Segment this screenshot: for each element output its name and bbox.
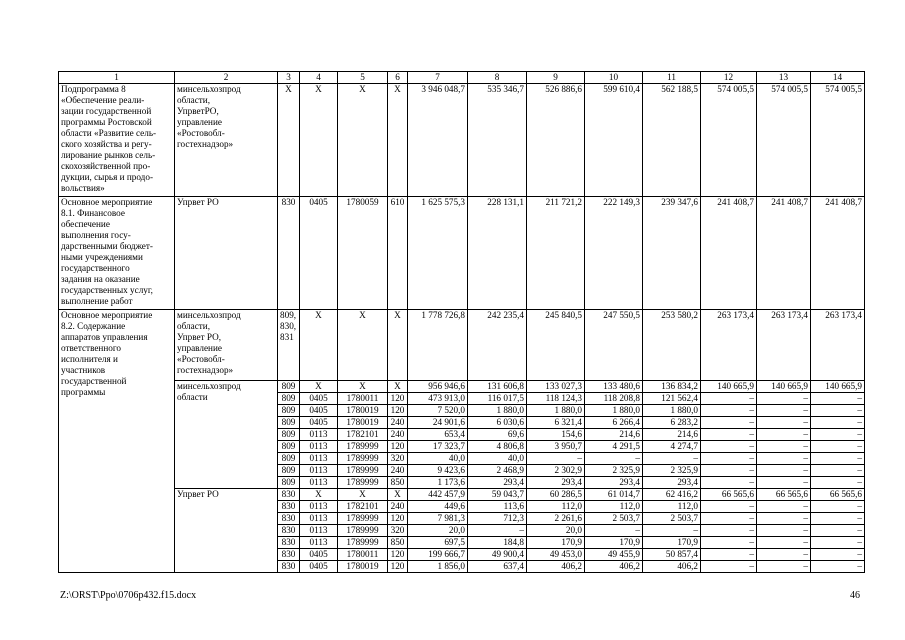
- table-cell: –: [811, 465, 865, 477]
- table-cell: –: [811, 537, 865, 549]
- table-cell: 2 468,9: [468, 465, 527, 477]
- table-cell: Х: [388, 489, 408, 501]
- table-cell: 121 562,4: [643, 393, 701, 405]
- table-cell: 2 503,7: [585, 513, 643, 525]
- table-cell: 0113: [300, 525, 338, 537]
- column-header: 12: [701, 72, 757, 84]
- table-cell: 228 131,1: [468, 197, 527, 310]
- table-cell: 20,0: [527, 525, 585, 537]
- table-cell: 830: [278, 489, 300, 501]
- table-cell: 293,4: [585, 477, 643, 489]
- column-header: 2: [175, 72, 278, 84]
- table-cell: 2 325,9: [643, 465, 701, 477]
- table-cell: –: [701, 465, 757, 477]
- table-cell: 2 261,6: [527, 513, 585, 525]
- table-cell: 59 043,7: [468, 489, 527, 501]
- table-cell: 7 520,0: [408, 405, 468, 417]
- table-cell: 809: [278, 477, 300, 489]
- table-cell: 406,2: [585, 561, 643, 573]
- table-cell: –: [757, 417, 811, 429]
- table-cell: 1 173,6: [408, 477, 468, 489]
- column-header: 1: [59, 72, 175, 84]
- table-cell: 240: [388, 465, 408, 477]
- table-cell: 66 565,6: [811, 489, 865, 501]
- table-cell: 24 901,6: [408, 417, 468, 429]
- table-cell: 0405: [300, 417, 338, 429]
- table-cell: 653,4: [408, 429, 468, 441]
- table-cell: –: [757, 513, 811, 525]
- table-cell: 320: [388, 453, 408, 465]
- table-cell: 0405: [300, 549, 338, 561]
- table-cell: 6 266,4: [585, 417, 643, 429]
- table-cell: 1780059: [338, 197, 388, 310]
- table-cell: 120: [388, 549, 408, 561]
- table-cell: 1 880,0: [643, 405, 701, 417]
- table-cell: Х: [388, 84, 408, 197]
- table-cell: 0113: [300, 501, 338, 513]
- table-cell: 2 503,7: [643, 513, 701, 525]
- table-cell: 406,2: [643, 561, 701, 573]
- table-cell: –: [701, 417, 757, 429]
- table-cell: –: [643, 525, 701, 537]
- table-cell: 49 900,4: [468, 549, 527, 561]
- table-cell: Х: [338, 381, 388, 393]
- table-cell: 131 606,8: [468, 381, 527, 393]
- table-cell: 809: [278, 429, 300, 441]
- table-cell: 0113: [300, 513, 338, 525]
- table-cell: 199 666,7: [408, 549, 468, 561]
- table-cell: –: [757, 453, 811, 465]
- table-cell: 0113: [300, 429, 338, 441]
- table-cell: –: [811, 417, 865, 429]
- table-cell: –: [701, 477, 757, 489]
- table-cell: 293,4: [643, 477, 701, 489]
- table-cell: 0405: [300, 197, 338, 310]
- table-cell: 50 857,4: [643, 549, 701, 561]
- table-cell: 293,4: [468, 477, 527, 489]
- table-cell: –: [811, 501, 865, 513]
- table-cell: 263 173,4: [811, 310, 865, 381]
- executor: Упрвет РО: [175, 197, 278, 310]
- table-cell: 830: [278, 197, 300, 310]
- table-cell: 1780011: [338, 393, 388, 405]
- table-cell: 850: [388, 537, 408, 549]
- column-header: 3: [278, 72, 300, 84]
- table-cell: 253 580,2: [643, 310, 701, 381]
- program-name: Подпрограмма 8 «Обеспечение реали- зации государственной программы Ростовской области «Развитие сель- ского хозяйства и регу- лирование рынков сель- скохозяйственной про- дукции, сырья и продо- вольствия»: [59, 84, 175, 197]
- table-cell: 830: [278, 501, 300, 513]
- table-cell: 1780011: [338, 549, 388, 561]
- table-cell: 830: [278, 561, 300, 573]
- table-cell: 1 880,0: [527, 405, 585, 417]
- header-row: [59, 72, 865, 84]
- table-cell: 599 610,4: [585, 84, 643, 197]
- table-cell: 4 291,5: [585, 441, 643, 453]
- table-cell: 118 208,8: [585, 393, 643, 405]
- table-cell: 809: [278, 417, 300, 429]
- table-cell: 20,0: [408, 525, 468, 537]
- table-cell: 637,4: [468, 561, 527, 573]
- table-row: [59, 310, 865, 381]
- table-cell: –: [757, 525, 811, 537]
- table-cell: 263 173,4: [757, 310, 811, 381]
- executor: минсельхозпрод области: [175, 381, 278, 489]
- table-cell: 4 274,7: [643, 441, 701, 453]
- table-cell: 1789999: [338, 537, 388, 549]
- table-cell: –: [701, 561, 757, 573]
- table-cell: –: [757, 537, 811, 549]
- table-cell: 1782101: [338, 429, 388, 441]
- table-cell: 1782101: [338, 501, 388, 513]
- column-header: 9: [527, 72, 585, 84]
- column-header: 10: [585, 72, 643, 84]
- table-cell: 0405: [300, 405, 338, 417]
- table-cell: 49 455,9: [585, 549, 643, 561]
- page-number: 46: [850, 590, 860, 601]
- table-cell: –: [701, 549, 757, 561]
- table-cell: 263 173,4: [701, 310, 757, 381]
- table-cell: 442 457,9: [408, 489, 468, 501]
- table-cell: 222 149,3: [585, 197, 643, 310]
- table-cell: Х: [388, 381, 408, 393]
- table-cell: 40,0: [408, 453, 468, 465]
- table-cell: 1 880,0: [585, 405, 643, 417]
- table-cell: 0113: [300, 465, 338, 477]
- table-cell: 6 030,6: [468, 417, 527, 429]
- table-cell: 830: [278, 513, 300, 525]
- table-cell: 830: [278, 525, 300, 537]
- table-cell: 0113: [300, 537, 338, 549]
- table-cell: –: [811, 441, 865, 453]
- table-cell: 60 286,5: [527, 489, 585, 501]
- table-cell: –: [701, 525, 757, 537]
- table-cell: 850: [388, 477, 408, 489]
- table-cell: Х: [300, 310, 338, 381]
- table-cell: –: [527, 453, 585, 465]
- table-cell: 1780019: [338, 417, 388, 429]
- table-cell: 113,6: [468, 501, 527, 513]
- table-cell: 526 886,6: [527, 84, 585, 197]
- table-cell: 211 721,2: [527, 197, 585, 310]
- table-cell: –: [701, 441, 757, 453]
- table-cell: 1 625 575,3: [408, 197, 468, 310]
- table-cell: 809: [278, 381, 300, 393]
- table-cell: 120: [388, 561, 408, 573]
- table-cell: –: [811, 393, 865, 405]
- footer-file-path: Z:\ORST\Ppo\0706p432.f15.docx: [60, 590, 197, 601]
- table-cell: 1 880,0: [468, 405, 527, 417]
- table-cell: –: [811, 549, 865, 561]
- table-cell: 170,9: [527, 537, 585, 549]
- table-cell: 17 323,7: [408, 441, 468, 453]
- table-cell: 239 347,6: [643, 197, 701, 310]
- table-cell: 240: [388, 429, 408, 441]
- table-cell: Х: [300, 489, 338, 501]
- table-cell: 535 346,7: [468, 84, 527, 197]
- table-cell: 245 840,5: [527, 310, 585, 381]
- table-cell: 1780019: [338, 561, 388, 573]
- table-cell: 3 946 048,7: [408, 84, 468, 197]
- table-cell: Х: [338, 84, 388, 197]
- table-cell: –: [757, 501, 811, 513]
- table-row: [59, 381, 865, 393]
- table-cell: –: [811, 429, 865, 441]
- program-name: Основное мероприятие 8.2. Содержание аппаратов управления ответственного исполнителя и участников государственной программы: [59, 310, 175, 573]
- table-cell: –: [757, 549, 811, 561]
- table-cell: 120: [388, 405, 408, 417]
- table-cell: 69,6: [468, 429, 527, 441]
- table-cell: 2 302,9: [527, 465, 585, 477]
- table-cell: 562 188,5: [643, 84, 701, 197]
- table-cell: 0405: [300, 561, 338, 573]
- table-cell: 0113: [300, 453, 338, 465]
- table-cell: 809: [278, 393, 300, 405]
- table-cell: 240: [388, 501, 408, 513]
- table-cell: Х: [338, 310, 388, 381]
- table-cell: –: [811, 453, 865, 465]
- table-cell: –: [643, 453, 701, 465]
- table-cell: 140 665,9: [701, 381, 757, 393]
- table-cell: 956 946,6: [408, 381, 468, 393]
- table-cell: 1789999: [338, 525, 388, 537]
- table-cell: 574 005,5: [811, 84, 865, 197]
- table-cell: 809: [278, 453, 300, 465]
- table-cell: –: [757, 429, 811, 441]
- table-cell: 697,5: [408, 537, 468, 549]
- table-cell: 241 408,7: [757, 197, 811, 310]
- table-cell: 809: [278, 405, 300, 417]
- table-cell: 140 665,9: [757, 381, 811, 393]
- table-cell: 610: [388, 197, 408, 310]
- table-cell: 133 480,6: [585, 381, 643, 393]
- table-cell: 2 325,9: [585, 465, 643, 477]
- table-cell: 320: [388, 525, 408, 537]
- table-cell: 0405: [300, 393, 338, 405]
- table-cell: –: [811, 477, 865, 489]
- table-cell: 1780019: [338, 405, 388, 417]
- table-cell: 214,6: [585, 429, 643, 441]
- program-name: Основное мероприятие 8.1. Финансовое обеспечение выполнения госу- дарственными бюджет- ными учреждениями государственного задания на оказание государственных услуг, выполнение работ: [59, 197, 175, 310]
- table-cell: 1 856,0: [408, 561, 468, 573]
- table-cell: 214,6: [643, 429, 701, 441]
- table-cell: Х: [300, 84, 338, 197]
- column-header: 5: [338, 72, 388, 84]
- table-cell: 574 005,5: [757, 84, 811, 197]
- table-cell: 140 665,9: [811, 381, 865, 393]
- table-cell: –: [757, 441, 811, 453]
- table-cell: 120: [388, 441, 408, 453]
- column-header: 6: [388, 72, 408, 84]
- table-cell: 830: [278, 549, 300, 561]
- table-cell: 170,9: [643, 537, 701, 549]
- table-cell: 116 017,5: [468, 393, 527, 405]
- table-row: [59, 197, 865, 310]
- table-cell: 40,0: [468, 453, 527, 465]
- table-cell: –: [811, 405, 865, 417]
- table-cell: 61 014,7: [585, 489, 643, 501]
- table-cell: –: [757, 465, 811, 477]
- table-cell: 170,9: [585, 537, 643, 549]
- table-cell: 241 408,7: [701, 197, 757, 310]
- table-cell: –: [811, 525, 865, 537]
- table-cell: –: [701, 453, 757, 465]
- table-cell: 809: [278, 441, 300, 453]
- column-header: 14: [811, 72, 865, 84]
- table-cell: 6 283,2: [643, 417, 701, 429]
- table-cell: 473 913,0: [408, 393, 468, 405]
- column-header: 8: [468, 72, 527, 84]
- column-header: 4: [300, 72, 338, 84]
- table-cell: –: [757, 393, 811, 405]
- table-cell: Х: [300, 381, 338, 393]
- table-cell: 62 416,2: [643, 489, 701, 501]
- table-cell: 118 124,3: [527, 393, 585, 405]
- column-header: 13: [757, 72, 811, 84]
- table-cell: 1789999: [338, 453, 388, 465]
- table-cell: 112,0: [527, 501, 585, 513]
- table-cell: 49 453,0: [527, 549, 585, 561]
- table-cell: 0113: [300, 477, 338, 489]
- table-cell: 66 565,6: [757, 489, 811, 501]
- table-cell: –: [701, 405, 757, 417]
- table-cell: 241 408,7: [811, 197, 865, 310]
- table-cell: 154,6: [527, 429, 585, 441]
- table-cell: 242 235,4: [468, 310, 527, 381]
- table-cell: –: [757, 477, 811, 489]
- table-cell: –: [757, 561, 811, 573]
- table-cell: –: [811, 561, 865, 573]
- table-cell: 1789999: [338, 465, 388, 477]
- table-cell: 136 834,2: [643, 381, 701, 393]
- table-cell: –: [811, 513, 865, 525]
- executor: минсельхозпрод области, Упрвет РО, управление «Ростовобл- гостехнадзор»: [175, 310, 278, 381]
- executor: Упрвет РО: [175, 489, 278, 573]
- table-row: [59, 489, 865, 501]
- table-cell: 449,6: [408, 501, 468, 513]
- table-cell: 240: [388, 417, 408, 429]
- table-cell: –: [468, 525, 527, 537]
- table-cell: 247 550,5: [585, 310, 643, 381]
- table-cell: 120: [388, 393, 408, 405]
- table-cell: –: [701, 429, 757, 441]
- table-row: [59, 84, 865, 197]
- table-cell: –: [701, 393, 757, 405]
- table-cell: 712,3: [468, 513, 527, 525]
- table-cell: Х: [388, 310, 408, 381]
- table-cell: Х: [338, 489, 388, 501]
- table-cell: 120: [388, 513, 408, 525]
- table-cell: 66 565,6: [701, 489, 757, 501]
- table-cell: –: [701, 501, 757, 513]
- table-cell: 406,2: [527, 561, 585, 573]
- table-cell: 7 981,3: [408, 513, 468, 525]
- table-cell: –: [757, 405, 811, 417]
- table-cell: Х: [278, 84, 300, 197]
- column-header: 11: [643, 72, 701, 84]
- table-cell: 293,4: [527, 477, 585, 489]
- table-cell: 133 027,3: [527, 381, 585, 393]
- grbs-codes: 809, 830, 831: [278, 310, 300, 381]
- table-cell: 4 806,8: [468, 441, 527, 453]
- table-cell: 1789999: [338, 441, 388, 453]
- table-cell: 1789999: [338, 513, 388, 525]
- table-cell: 6 321,4: [527, 417, 585, 429]
- table-cell: 1 778 726,8: [408, 310, 468, 381]
- table-cell: 574 005,5: [701, 84, 757, 197]
- table-cell: 830: [278, 537, 300, 549]
- table-cell: 3 950,7: [527, 441, 585, 453]
- budget-table: [58, 71, 865, 573]
- table-cell: –: [585, 453, 643, 465]
- table-cell: –: [585, 525, 643, 537]
- column-header: 7: [408, 72, 468, 84]
- executor: минсельхозпрод области, УпрветРО, управление «Ростовобл- гостехнадзор»: [175, 84, 278, 197]
- table-cell: –: [701, 537, 757, 549]
- table-cell: 1789999: [338, 477, 388, 489]
- table-cell: –: [701, 513, 757, 525]
- table-cell: 0113: [300, 441, 338, 453]
- table-cell: 112,0: [643, 501, 701, 513]
- table-cell: 184,8: [468, 537, 527, 549]
- table-cell: 809: [278, 465, 300, 477]
- table-cell: 9 423,6: [408, 465, 468, 477]
- table-cell: 112,0: [585, 501, 643, 513]
